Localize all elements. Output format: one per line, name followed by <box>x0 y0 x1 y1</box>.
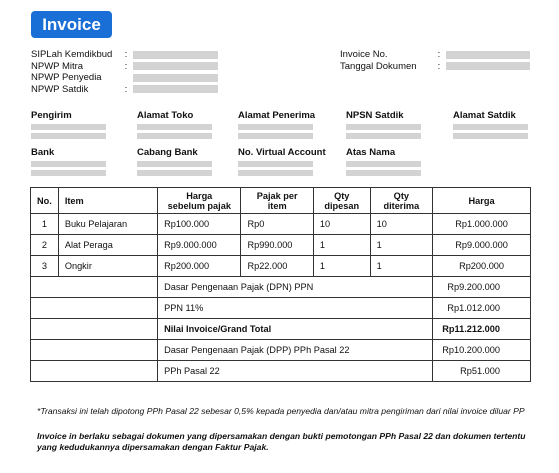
cell-total: Rp9.000.000 <box>433 235 531 256</box>
meta-label: NPWP Satdik <box>31 83 89 95</box>
redacted-value <box>453 124 528 130</box>
meta-row-invoice-no <box>340 49 530 61</box>
redacted-value <box>453 133 528 139</box>
redacted-value <box>238 133 313 139</box>
redacted-value <box>446 62 530 70</box>
meta-label: NPWP Mitra <box>31 60 84 72</box>
cell-tax: Rp990.000 <box>241 235 313 256</box>
table-header-row <box>31 188 531 214</box>
redacted-value <box>137 161 212 167</box>
meta-left <box>31 49 218 95</box>
cell-price: Rp200.000 <box>158 256 241 277</box>
summary-row-grand-total <box>31 319 531 340</box>
col-header-price-line2: sebelum pajak <box>167 200 231 211</box>
summary-value: Rp10.200.000 <box>433 340 531 361</box>
cell-qty-ordered: 1 <box>313 235 370 256</box>
redacted-value <box>238 124 313 130</box>
redacted-value <box>346 133 421 139</box>
tax-note: *Transaksi ini telah dipotong PPh Pasal 22 sebesar 0,5% kepada penyedia dan/atau mitra pengiriman dari nilai invoice diluar PP <box>37 406 525 416</box>
field-label: No. Virtual Account <box>238 147 326 158</box>
field-label: Cabang Bank <box>137 147 198 158</box>
summary-label: Dasar Pengenaan Pajak (DPP) PPh Pasal 22 <box>158 340 433 361</box>
redacted-value <box>346 161 421 167</box>
col-header-qty-received: Qty diterima <box>370 188 433 214</box>
field-npsn-satdik <box>346 110 456 139</box>
meta-label: Invoice No. <box>340 49 388 60</box>
cell-tax: Rp22.000 <box>241 256 313 277</box>
redacted-value <box>446 51 530 59</box>
field-bank <box>31 147 141 176</box>
meta-colon: : <box>437 49 441 60</box>
col-header-total: Harga <box>433 188 531 214</box>
summary-label: Nilai Invoice/Grand Total <box>158 319 433 340</box>
cell-price: Rp9.000.000 <box>158 235 241 256</box>
field-alamat-satdik <box>453 110 553 139</box>
cell-qty-received: 1 <box>370 256 433 277</box>
cell-qty-received: 1 <box>370 235 433 256</box>
redacted-value <box>137 133 212 139</box>
redacted-value <box>133 85 218 93</box>
meta-colon: : <box>124 60 128 72</box>
col-header-qty-ordered: Qty dipesan <box>313 188 370 214</box>
field-pengirim <box>31 110 141 139</box>
cell-price: Rp100.000 <box>158 214 241 235</box>
meta-row-npwp-penyedia <box>31 72 218 84</box>
redacted-value <box>346 170 421 176</box>
field-label: Alamat Penerima <box>238 110 316 121</box>
meta-colon: : <box>437 60 441 72</box>
table-row <box>31 235 531 256</box>
meta-right <box>340 49 530 72</box>
meta-label: SIPLah Kemdikbud <box>31 49 113 60</box>
col-header-price <box>158 188 241 214</box>
items-table <box>30 187 531 382</box>
redacted-value <box>133 51 218 59</box>
field-label: Alamat Satdik <box>453 110 516 121</box>
redacted-value <box>31 124 106 130</box>
summary-label: Dasar Pengenaan Pajak (DPN) PPN <box>158 277 433 298</box>
col-header-item: Item <box>58 188 157 214</box>
summary-value: Rp1.012.000 <box>433 298 531 319</box>
field-cabang-bank <box>137 147 247 176</box>
redacted-value <box>31 161 106 167</box>
summary-value: Rp9.200.000 <box>433 277 531 298</box>
meta-row-siplah <box>31 49 218 61</box>
redacted-value <box>137 124 212 130</box>
cell-no: 2 <box>31 235 59 256</box>
summary-row-pph22 <box>31 361 531 382</box>
cell-no: 3 <box>31 256 59 277</box>
field-label: Pengirim <box>31 110 72 121</box>
field-virtual-account <box>238 147 348 176</box>
meta-label: Tanggal Dokumen <box>340 60 417 72</box>
meta-row-npwp-satdik <box>31 84 218 96</box>
summary-spacer <box>31 361 158 382</box>
redacted-value <box>238 161 313 167</box>
redacted-value <box>133 74 218 82</box>
summary-row-ppn <box>31 298 531 319</box>
field-alamat-penerima <box>238 110 348 139</box>
col-header-price-line1: Harga <box>186 190 213 201</box>
meta-colon: : <box>124 83 128 95</box>
meta-row-npwp-mitra <box>31 61 218 73</box>
meta-colon: : <box>124 49 128 60</box>
summary-label: PPh Pasal 22 <box>158 361 433 382</box>
redacted-value <box>346 124 421 130</box>
summary-spacer <box>31 277 158 298</box>
summary-row-dpp-pph <box>31 340 531 361</box>
cell-no: 1 <box>31 214 59 235</box>
redacted-value <box>133 62 218 70</box>
cell-qty-ordered: 10 <box>313 214 370 235</box>
table-row <box>31 214 531 235</box>
cell-qty-ordered: 1 <box>313 256 370 277</box>
invoice-title: Invoice <box>31 11 112 38</box>
summary-row-dpn-ppn <box>31 277 531 298</box>
document-statement: Invoice in berlaku sebagai dokumen yang dipersamakan dengan bukti pemotongan PPh Pasal 22 dan dokumen tertentu yang kedudukannya dipersamakan dengan Faktur Pajak. <box>37 431 526 452</box>
field-label: Bank <box>31 147 55 158</box>
cell-qty-received: 10 <box>370 214 433 235</box>
cell-item: Ongkir <box>58 256 157 277</box>
cell-item: Alat Peraga <box>58 235 157 256</box>
field-label: Alamat Toko <box>137 110 194 121</box>
summary-label: PPN 11% <box>158 298 433 319</box>
cell-total: Rp200.000 <box>433 256 531 277</box>
summary-spacer <box>31 319 158 340</box>
table-row <box>31 256 531 277</box>
col-header-no: No. <box>31 188 59 214</box>
field-label: NPSN Satdik <box>346 110 404 121</box>
redacted-value <box>31 170 106 176</box>
cell-total: Rp1.000.000 <box>433 214 531 235</box>
cell-tax: Rp0 <box>241 214 313 235</box>
field-alamat-toko <box>137 110 247 139</box>
redacted-value <box>31 133 106 139</box>
redacted-value <box>137 170 212 176</box>
meta-row-tanggal <box>340 61 530 73</box>
summary-value: Rp11.212.000 <box>433 319 531 340</box>
summary-value: Rp51.000 <box>433 361 531 382</box>
redacted-value <box>238 170 313 176</box>
summary-spacer <box>31 298 158 319</box>
meta-label: NPWP Penyedia <box>31 72 102 83</box>
summary-spacer <box>31 340 158 361</box>
cell-item: Buku Pelajaran <box>58 214 157 235</box>
field-atas-nama <box>346 147 456 176</box>
field-label: Atas Nama <box>346 147 396 158</box>
col-header-tax: Pajak per item <box>241 188 313 214</box>
